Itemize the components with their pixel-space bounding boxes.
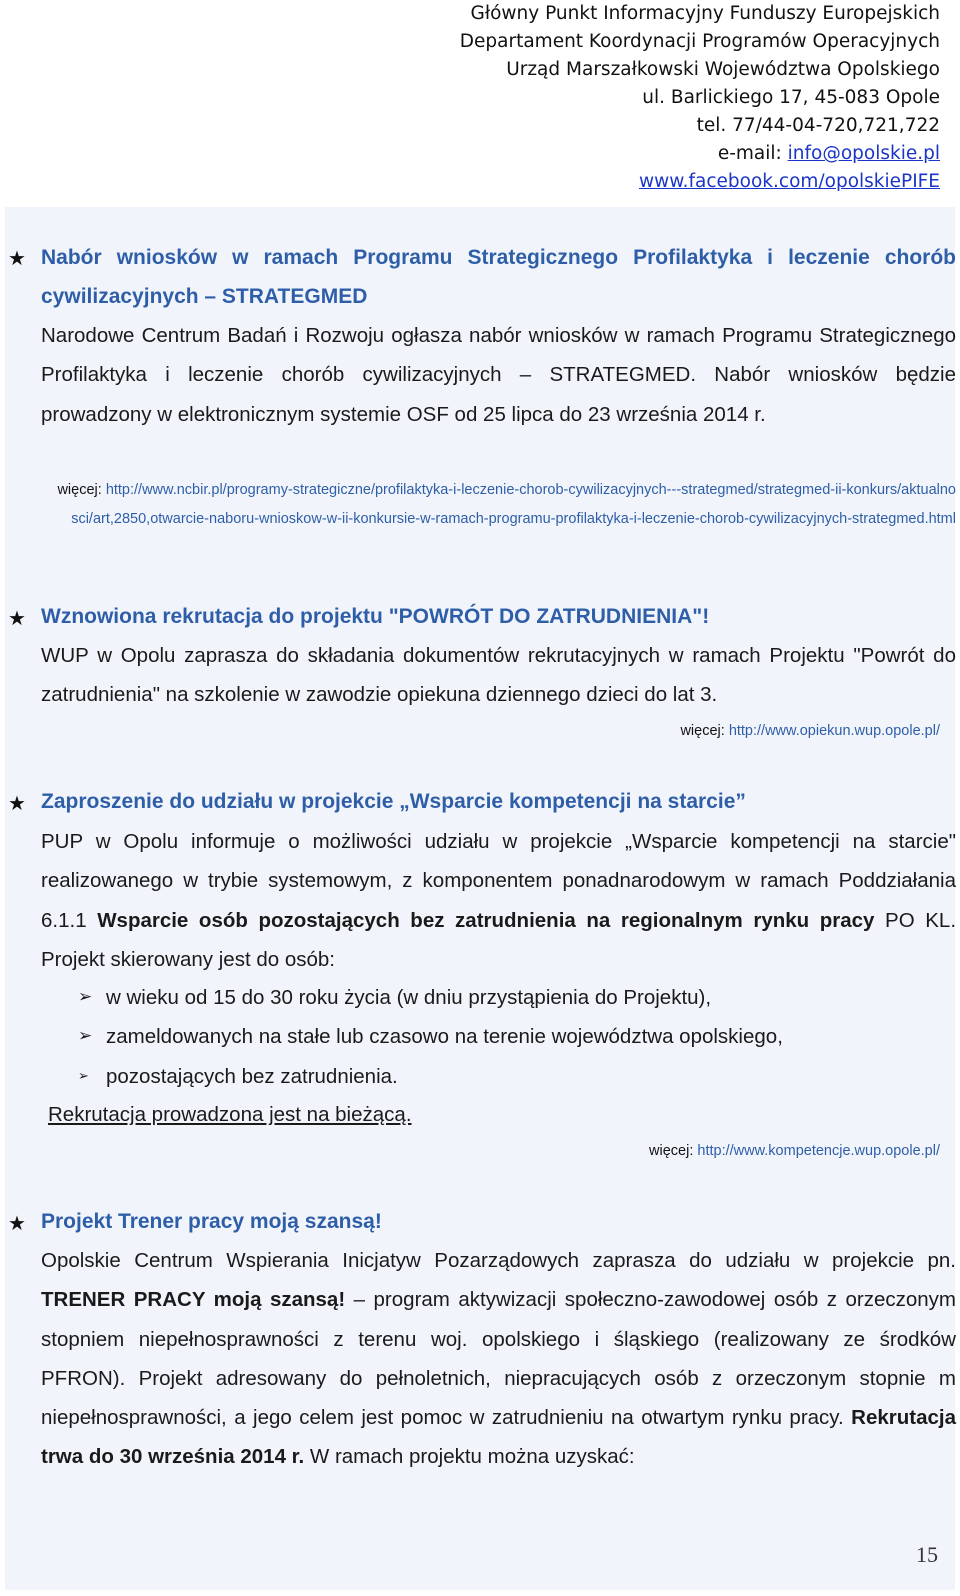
more-link[interactable]: http://www.opiekun.wup.opole.pl/ [728,723,940,739]
body-bold-text: Rekrutacja trwa do 30 września 2014 r. [41,1406,956,1469]
header-facebook-row [460,168,940,196]
facebook-link[interactable]: www.facebook.com/opolskiePIFE [638,171,940,192]
header-email-row [460,140,940,168]
news-title: Wznowiona rekrutacja do projektu "POWRÓT DO ZATRUDNIENIA"! [41,605,710,628]
body-bold-text: Wsparcie osób pozostających bez zatrudnienia na regionalnym rynku pracy [97,908,875,932]
page-header [460,0,940,196]
more-link[interactable]: http://www.ncbir.pl/programy-strategiczne/profilaktyka-i-leczenie-chorob-cywilizacyjnych---strategmed/strategmed-ii-konkurs/aktualnosci/art,2850,otwarcie-naboru-wnioskow-w-ii-konkursie-w-ramach-programu-profilaktyka-i-leczenie-chorob-cywilizacyjnych-strategmed.html [71,482,956,527]
list-item [78,1057,956,1096]
list-item-text: w wieku od 15 do 30 roku życia (w dniu przystąpienia do Projektu), [106,986,712,1009]
list-item [78,1017,956,1056]
header-address: ul. Barlickiego 17, 45-083 Opole [642,87,940,108]
list-item-text: zameldowanych na stałe lub czasowo na terenie województwa opolskiego, [106,1025,783,1049]
arrow-bullet-icon: ➢ [78,1026,93,1047]
body-text: Opolskie Centrum Wspierania Inicjatyw Pozarządowych zaprasza do udziału w projekcie pn. [41,1249,956,1272]
body-text: – program aktywizacji społeczno-zawodowej osób z orzeczonym stopniem niepełnosprawności z terenu woj. opolskiego i śląskiego (realizowany ze środków PFRON). Projekt adresowany do pełnoletnich, niepracujących osób z orzeczonym stopnie m niepełnosprawności, a jego celem jest pomoc w zatrudnieniu na otwartym rynku pracy. [41,1288,956,1430]
target-group-list [78,978,956,1096]
news-title: Projekt Trener pracy moją szansą! [41,1210,382,1233]
more-link-row [649,1137,940,1165]
news-body [41,1241,956,1477]
email-label: e-mail: [717,143,788,164]
news-title: Nabór wniosków w ramach Programu Strategicznego Profilaktyka i leczenie chorób cywilizacyjnych – STRATEGMED [41,246,956,308]
header-line-1: Główny Punkt Informacyjny Funduszy Europejskich [470,3,940,24]
more-label: więcej: [57,482,106,498]
list-item-text: pozostających bez zatrudnienia. [106,1064,398,1088]
more-label: więcej: [649,1143,698,1159]
header-line-2: Departament Koordynacji Programów Operacyjnych [459,31,940,52]
star-bullet-icon: ★ [8,1211,26,1235]
header-phone: tel. 77/44-04-720,721,722 [696,115,940,136]
body-text: W ramach projektu można uzyskać: [304,1445,635,1469]
body-text: PO KL. Projekt skierowany jest do osób: [41,908,957,971]
news-body: Narodowe Centrum Badań i Rozwoju ogłasza nabór wniosków w ramach Programu Strategicznego Profilaktyka i leczenie chorób cywilizacyjnych – STRATEGMED. Nabór wniosków będzie prowadzony w elektronicznym systemie OSF od 25 lipca do 23 września 2014 r. [41,324,956,426]
header-line-3: Urząd Marszałkowski Województwa Opolskiego [506,59,940,80]
news-title: Zaproszenie do udziału w projekcie „Wsparcie kompetencji na starcie” [41,790,746,813]
star-bullet-icon: ★ [8,606,26,630]
body-text: PUP w Opolu informuje o możliwości udziału w projekcie „Wsparcie kompetencji na starcie" realizowanego w trybie systemowym, z komponentem ponadnarodowym w ramach Poddziałania 6.1.1 [41,830,956,932]
body-bold-text: TRENER PRACY moją szansą! [41,1288,346,1312]
arrow-bullet-icon: ➢ [78,1068,89,1084]
more-link-row [680,717,940,745]
email-link[interactable]: info@opolskie.pl [787,143,940,164]
star-bullet-icon: ★ [8,246,26,270]
news-body [41,822,956,979]
recruitment-note: Rekrutacja prowadzona jest na bieżącą. [48,1103,412,1126]
more-link[interactable]: http://www.kompetencje.wup.opole.pl/ [697,1143,940,1159]
star-bullet-icon: ★ [8,791,26,815]
page-number: 15 [916,1542,938,1567]
news-body: WUP w Opolu zaprasza do składania dokumentów rekrutacyjnych w ramach Projektu "Powrót do zatrudnienia" na szkolenie w zawodzie opiekuna dziennego dzieci do lat 3. [41,644,956,707]
more-link-block [52,476,956,534]
more-label: więcej: [680,723,729,739]
list-item [78,978,956,1017]
arrow-bullet-icon: ➢ [78,987,93,1007]
